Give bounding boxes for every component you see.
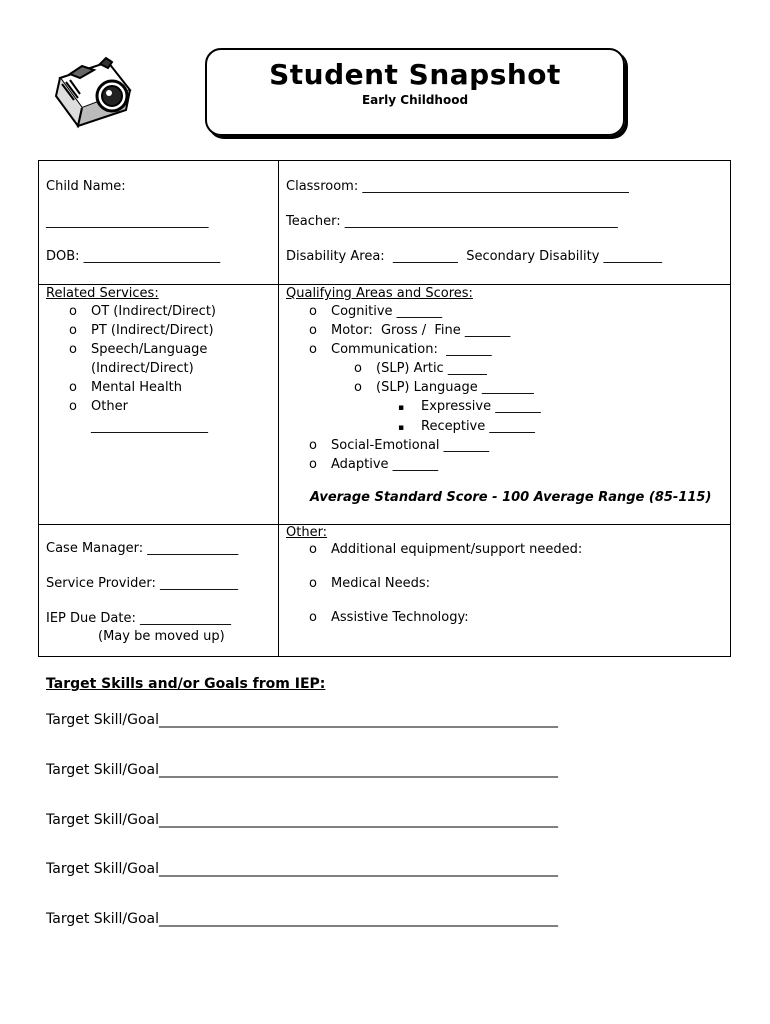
related-item-ot: OT (Indirect/Direct) [91,304,216,319]
circle-bullet: o [309,610,317,625]
row-divider [39,524,730,525]
square-bullet: ▪ [398,403,405,413]
circle-bullet: o [309,457,317,472]
circle-bullet: o [309,542,317,557]
other-equipment[interactable]: Additional equipment/support needed: [331,542,583,557]
other-medical-needs[interactable]: Medical Needs: [331,576,431,591]
qualifying-artic[interactable]: (SLP) Artic ______ [376,361,487,376]
qualifying-cognitive[interactable]: Cognitive _______ [331,304,443,319]
row-divider [39,284,730,285]
related-item-speech-note: (Indirect/Direct) [91,361,194,376]
circle-bullet: o [354,380,362,395]
qualifying-communication[interactable]: Communication: _______ [331,342,492,357]
child-name-field[interactable]: _________________________ [46,214,209,229]
circle-bullet: o [69,399,77,414]
teacher-field[interactable]: Teacher: __________________________________________ [286,214,618,229]
snapshot-table [38,160,731,657]
average-score-note: Average Standard Score - 100 Average Range (85-115) [310,490,712,505]
dob-field[interactable]: DOB: _____________________ [46,249,221,264]
target-skill-field[interactable]: Target Skill/Goal_________________________________________________________ [46,812,559,828]
target-skill-field[interactable]: Target Skill/Goal_________________________________________________________ [46,911,559,927]
circle-bullet: o [309,304,317,319]
disability-field[interactable]: Disability Area: __________ Secondary Disability _________ [286,249,663,264]
circle-bullet: o [309,323,317,338]
page-title: Student Snapshot [269,58,561,91]
circle-bullet: o [69,323,77,338]
qualifying-language[interactable]: (SLP) Language ________ [376,380,534,395]
square-bullet: ▪ [398,423,405,433]
qualifying-motor[interactable]: Motor: Gross / Fine _______ [331,323,511,338]
page-subtitle: Early Childhood [361,93,469,107]
case-manager-field[interactable]: Case Manager: ______________ [46,541,239,556]
classroom-field[interactable]: Classroom: _________________________________________ [286,179,629,194]
other-assistive-technology[interactable]: Assistive Technology: [331,610,469,625]
related-item-pt: PT (Indirect/Direct) [91,323,214,338]
title-banner [205,48,625,136]
qualifying-heading: Qualifying Areas and Scores: [286,286,473,301]
related-other-field[interactable]: __________________ [91,419,208,434]
related-services-heading: Related Services: [46,286,159,301]
iep-due-note: (May be moved up) [98,629,225,644]
circle-bullet: o [309,342,317,357]
targets-heading: Target Skills and/or Goals from IEP: [46,676,326,692]
other-heading: Other: [286,525,328,540]
circle-bullet: o [69,342,77,357]
column-divider [278,161,279,656]
target-skill-field[interactable]: Target Skill/Goal_________________________________________________________ [46,762,559,778]
related-item-mental-health: Mental Health [91,380,182,395]
qualifying-receptive[interactable]: Receptive _______ [421,419,535,434]
circle-bullet: o [69,380,77,395]
circle-bullet: o [309,438,317,453]
iep-due-date-field[interactable]: IEP Due Date: ______________ [46,611,231,626]
circle-bullet: o [69,304,77,319]
circle-bullet: o [309,576,317,591]
camera-icon [50,56,140,132]
circle-bullet: o [354,361,362,376]
qualifying-social-emotional[interactable]: Social-Emotional _______ [331,438,490,453]
child-name-label: Child Name: [46,179,126,194]
target-skill-field[interactable]: Target Skill/Goal_________________________________________________________ [46,712,559,728]
target-skill-field[interactable]: Target Skill/Goal_________________________________________________________ [46,861,559,877]
service-provider-field[interactable]: Service Provider: ____________ [46,576,238,591]
qualifying-expressive[interactable]: Expressive _______ [421,399,541,414]
related-item-other: Other [91,399,128,414]
qualifying-adaptive[interactable]: Adaptive _______ [331,457,439,472]
related-item-speech: Speech/Language [91,342,208,357]
